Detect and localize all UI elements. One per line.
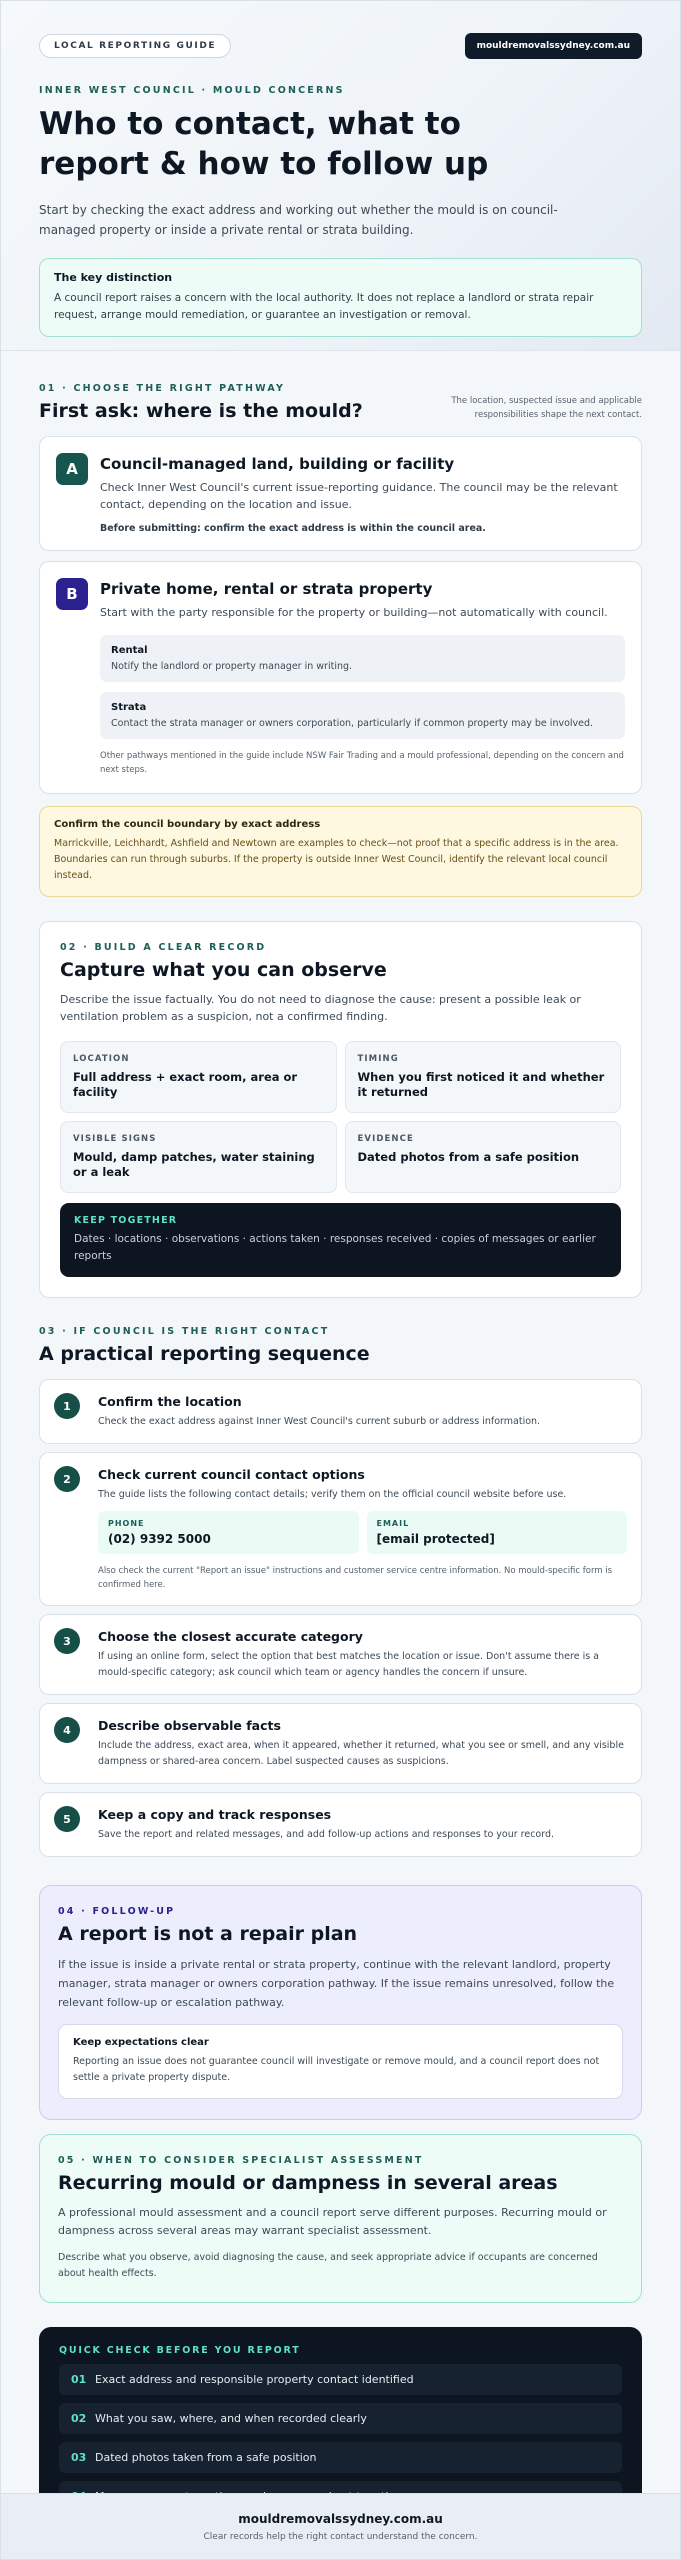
footer xyxy=(1,2493,680,2559)
checklist-item xyxy=(59,2403,622,2434)
step-number: 2 xyxy=(54,1466,80,1492)
specialist-eyebrow: 05 · WHEN TO CONSIDER SPECIALIST ASSESSMENT xyxy=(58,2155,424,2166)
boundary-body: Marrickville, Leichhardt, Ashfield and Newtown are examples to check—not proof that a specific address is in the area. Boundaries can run through suburbs. If the property is outside Inner West Council, identify the relevant local council instead. xyxy=(54,838,619,881)
option-a-note: Before submitting: confirm the exact address is within the council area. xyxy=(100,523,486,534)
step-number: 5 xyxy=(54,1806,80,1832)
sequence-section xyxy=(1,1298,680,1857)
step-title: Choose the closest accurate category xyxy=(98,1629,363,1644)
expectations-card xyxy=(58,2024,623,2099)
checklist-text: What you saw, where, and when recorded clearly xyxy=(95,2412,367,2425)
capture-card xyxy=(39,921,642,1298)
step-title: Check current council contact options xyxy=(98,1467,365,1482)
option-b-fine-print: Other pathways mentioned in the guide include NSW Fair Trading and a mould professional, depending on the concern and next steps. xyxy=(100,751,624,775)
phone-label: PHONE xyxy=(108,1519,145,1528)
phone-contact[interactable] xyxy=(98,1511,359,1554)
page-title: Who to contact, what to report & how to follow up xyxy=(39,106,489,182)
site-link-button[interactable]: mouldremovalssydney.com.au xyxy=(465,33,642,59)
keep-body: Dates · locations · observations · actions taken · responses received · copies of messages or earlier reports xyxy=(74,1233,596,1262)
capture-title: Capture what you can observe xyxy=(60,959,387,981)
strata-body: Contact the strata manager or owners corporation, particularly if common property may be involved. xyxy=(111,718,594,729)
step-card xyxy=(39,1614,642,1695)
checklist-text: Dated photos taken from a safe position xyxy=(95,2451,317,2464)
tile-label: LOCATION xyxy=(73,1054,130,1064)
strata-title: Strata xyxy=(111,702,147,713)
option-a-title: Council-managed land, building or facility xyxy=(100,455,455,473)
specialist-note: Describe what you observe, avoid diagnosing the cause, and seek appropriate advice if occupants are concerned about health effects. xyxy=(58,2252,598,2279)
expectations-title: Keep expectations clear xyxy=(73,2037,209,2048)
pathway-header xyxy=(39,383,642,422)
checklist-item xyxy=(59,2364,622,2395)
tile-value: Mould, damp patches, water staining or a leak xyxy=(73,1150,315,1179)
followup-lead: If the issue is inside a private rental or strata property, continue with the relevant landlord, property manager, strata manager or owners corporation pathway. If the issue remains unresolved, follow the relevant follow-up or escalation pathway. xyxy=(58,1958,615,2009)
checklist-item xyxy=(59,2442,622,2473)
option-b-card xyxy=(39,561,642,794)
phone-value[interactable]: (02) 9392 5000 xyxy=(108,1532,211,1546)
option-b-body: Start with the party responsible for the property or building—not automatically with council. xyxy=(100,606,608,619)
top-bar xyxy=(39,33,642,59)
boundary-title: Confirm the council boundary by exact address xyxy=(54,819,321,830)
specialist-card xyxy=(39,2134,642,2303)
followup-section-wrap xyxy=(1,1885,680,2532)
step-title: Describe observable facts xyxy=(98,1718,281,1733)
sequence-title: A practical reporting sequence xyxy=(39,1343,370,1365)
footer-tagline: Clear records help the right contact understand the concern. xyxy=(203,2532,478,2542)
callout-title: The key distinction xyxy=(54,271,173,284)
followup-card xyxy=(39,1885,642,2120)
step-card xyxy=(39,1379,642,1444)
boundary-callout xyxy=(39,806,642,897)
rental-title: Rental xyxy=(111,645,148,656)
tile-label: TIMING xyxy=(357,1054,399,1064)
hero-lead: Start by checking the exact address and working out whether the mould is on council-managed property or inside a private rental or strata building. xyxy=(39,203,558,237)
keep-together-panel xyxy=(60,1203,621,1277)
visible-signs-tile xyxy=(60,1121,337,1193)
tile-value: Full address + exact room, area or facility xyxy=(73,1070,298,1099)
rental-body: Notify the landlord or property manager in writing. xyxy=(111,661,353,672)
rental-sub-card xyxy=(100,635,625,682)
tile-value: When you first noticed it and whether it returned xyxy=(357,1070,605,1099)
location-tile xyxy=(60,1041,337,1113)
step-card xyxy=(39,1452,642,1606)
option-a-body: Check Inner West Council's current issue-reporting guidance. The council may be the relevant contact, depending on the location and issue. xyxy=(100,481,618,511)
capture-lead: Describe the issue factually. You do not need to diagnose the cause: present a possible leak or ventilation problem as a suspicion, not a confirmed finding. xyxy=(60,993,581,1023)
sequence-eyebrow: 03 · IF COUNCIL IS THE RIGHT CONTACT xyxy=(39,1326,330,1337)
option-b-title: Private home, rental or strata property xyxy=(100,580,433,598)
callout-body: A council report raises a concern with the local authority. It does not replace a landlord or strata repair request, arrange mould remediation, or guarantee an investigation or removal. xyxy=(54,292,594,321)
option-a-card xyxy=(39,436,642,551)
capture-grid xyxy=(60,1041,621,1193)
specialist-lead: A professional mould assessment and a council report serve different purposes. Recurring mould or dampness across several areas may warrant specialist assessment. xyxy=(58,2206,607,2237)
evidence-tile xyxy=(345,1121,622,1193)
timing-tile xyxy=(345,1041,622,1113)
step-body: Save the report and related messages, and add follow-up actions and responses to your record. xyxy=(98,1829,555,1840)
pathway-title: First ask: where is the mould? xyxy=(39,400,363,422)
pathway-side-note: The location, suspected issue and applicable responsibilities shape the next contact. xyxy=(451,396,642,420)
step-number: 3 xyxy=(54,1628,80,1654)
hero-eyebrow: INNER WEST COUNCIL · MOULD CONCERNS xyxy=(39,85,345,96)
step-number: 1 xyxy=(54,1393,80,1419)
email-label: EMAIL xyxy=(376,1519,410,1528)
step-number: 4 xyxy=(54,1717,80,1743)
option-b-badge: B xyxy=(56,578,88,610)
checklist-text: Exact address and responsible property contact identified xyxy=(95,2373,414,2386)
keep-label: KEEP TOGETHER xyxy=(74,1215,178,1226)
specialist-title: Recurring mould or dampness in several areas xyxy=(58,2172,558,2194)
tile-value: Dated photos from a safe position xyxy=(357,1150,580,1164)
hero xyxy=(1,1,680,351)
step-title: Confirm the location xyxy=(98,1394,242,1409)
pathway-section xyxy=(1,351,680,897)
step-body: If using an online form, select the option that best matches the location or issue. Don't assume there is a mould-specific category; ask council which team or agency handles the concern if unsure. xyxy=(98,1651,600,1678)
quick-check-label: QUICK CHECK BEFORE YOU REPORT xyxy=(59,2345,301,2356)
followup-title: A report is not a repair plan xyxy=(58,1923,358,1945)
step-body: The guide lists the following contact details; verify them on the official council website before use. xyxy=(98,1489,567,1500)
followup-eyebrow: 04 · FOLLOW-UP xyxy=(58,1906,176,1917)
pathway-eyebrow: 01 · CHOOSE THE RIGHT PATHWAY xyxy=(39,383,286,394)
strata-sub-card xyxy=(100,692,625,739)
email-value[interactable]: [email protected] xyxy=(376,1532,495,1546)
capture-section-wrap xyxy=(1,921,680,1298)
tile-label: EVIDENCE xyxy=(357,1134,414,1144)
footer-domain[interactable]: mouldremovalssydney.com.au xyxy=(238,2512,443,2526)
guide-label: LOCAL REPORTING GUIDE xyxy=(39,34,231,58)
key-distinction-callout xyxy=(39,258,642,337)
contact-details xyxy=(98,1511,627,1554)
checklist-number: 02 xyxy=(71,2412,87,2425)
checklist-number: 03 xyxy=(71,2451,87,2464)
step-card xyxy=(39,1792,642,1857)
step-body: Include the address, exact area, when it appeared, whether it returned, what you see or smell, and any visible dampness or shared-area concern. Label suspected causes as suspicions. xyxy=(98,1740,624,1767)
checklist-number: 01 xyxy=(71,2373,87,2386)
step-card xyxy=(39,1703,642,1784)
option-a-badge: A xyxy=(56,453,88,485)
expectations-body: Reporting an issue does not guarantee council will investigate or remove mould, and a council report does not settle a private property dispute. xyxy=(73,2056,600,2083)
tile-label: VISIBLE SIGNS xyxy=(73,1134,157,1144)
capture-eyebrow: 02 · BUILD A CLEAR RECORD xyxy=(60,942,267,953)
contact-fine-print: Also check the current "Report an issue" instructions and customer service centre information. No mould-specific form is confirmed here. xyxy=(98,1566,613,1590)
step-body: Check the exact address against Inner West Council's current suburb or address information. xyxy=(98,1416,541,1427)
step-title: Keep a copy and track responses xyxy=(98,1807,332,1822)
email-contact[interactable] xyxy=(367,1511,628,1554)
